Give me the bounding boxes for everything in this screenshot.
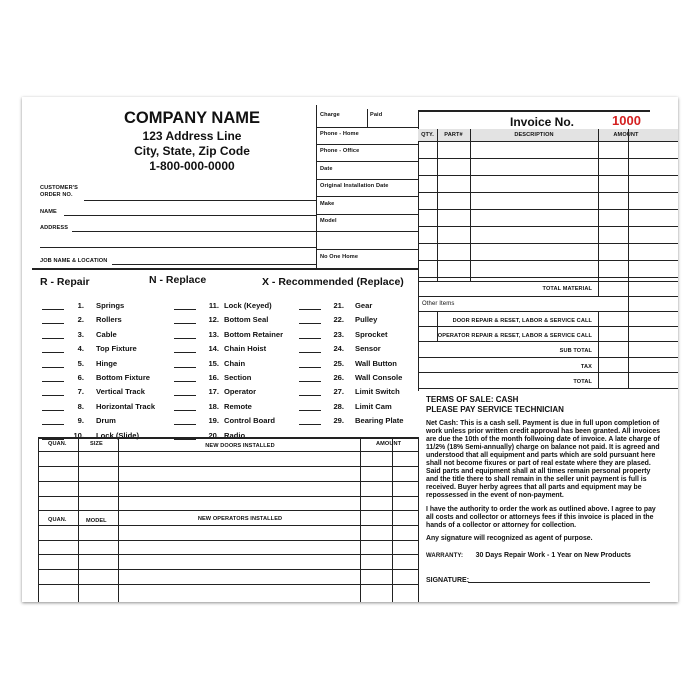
- part-number: 25.: [333, 358, 344, 368]
- orig-install-label: Original Installation Date: [320, 183, 389, 189]
- part-check-field[interactable]: [299, 395, 321, 396]
- part-check-field[interactable]: [42, 395, 64, 396]
- part-number: 14.: [208, 344, 219, 354]
- invoice-row-line: [418, 277, 678, 278]
- doors-top-border: [38, 437, 418, 439]
- operators-row-line: [38, 554, 418, 555]
- company-header: [92, 109, 292, 173]
- part-check-field[interactable]: [174, 381, 196, 382]
- col-qty: QTY.: [421, 132, 434, 138]
- part-check-field[interactable]: [42, 323, 64, 324]
- part-check-field[interactable]: [42, 338, 64, 339]
- part-label: Rollers: [96, 315, 122, 325]
- doors-col-line: [392, 437, 393, 510]
- part-label: Lock (Keyed): [224, 301, 272, 310]
- invoice-summary-line: [418, 296, 678, 297]
- invoice-col-line: [598, 311, 599, 388]
- part-check-field[interactable]: [174, 410, 196, 411]
- part-label: Horizontal Track: [96, 401, 156, 411]
- part-number: 23.: [333, 329, 344, 339]
- part-check-field[interactable]: [174, 395, 196, 396]
- part-label: Wall Button: [355, 358, 397, 368]
- operators-row-line: [38, 540, 418, 541]
- invoice-number: 1000: [612, 113, 641, 128]
- invoice-form: [22, 97, 678, 602]
- part-label: Limit Switch: [355, 387, 400, 397]
- operators-col-line: [38, 510, 39, 602]
- part-label: Top Fixture: [96, 344, 137, 354]
- name-label: NAME: [40, 209, 57, 215]
- part-check-field[interactable]: [299, 323, 321, 324]
- part-label: Radio: [224, 430, 246, 440]
- company-address: 123 Address Line: [142, 129, 242, 143]
- order-no-field[interactable]: [84, 200, 316, 201]
- part-number: 26.: [333, 373, 344, 382]
- part-check-field[interactable]: [42, 424, 64, 425]
- section-divider: [32, 268, 418, 270]
- part-number: 17.: [208, 387, 219, 397]
- info-line: [316, 249, 418, 250]
- part-check-field[interactable]: [174, 338, 196, 339]
- invoice-label: Invoice No.: [510, 115, 575, 129]
- part-label: Chain: [224, 358, 246, 368]
- operators-quan-header: QUAN.: [48, 517, 67, 523]
- part-number: 20.: [208, 430, 219, 440]
- invoice-row-line: [418, 175, 678, 176]
- phone-office-label: Phone - Office: [320, 148, 360, 154]
- part-check-field[interactable]: [299, 410, 321, 411]
- part-check-field[interactable]: [42, 381, 64, 382]
- invoice-summary-line: [418, 388, 678, 389]
- legend-recommended: X - Recommended (Replace): [262, 276, 404, 288]
- part-number: 22.: [333, 315, 344, 325]
- doors-title: NEW DOORS INSTALLED: [205, 443, 275, 449]
- part-label: Sprocket: [355, 329, 388, 339]
- invoice-row-line: [418, 226, 678, 227]
- info-line: [316, 179, 418, 180]
- invoice-header-bottom: [418, 141, 678, 142]
- invoice-row-line: [418, 192, 678, 193]
- part-check-field[interactable]: [299, 352, 321, 353]
- part-number: 13.: [208, 329, 219, 339]
- part-check-field[interactable]: [42, 410, 64, 411]
- invoice-row-line: [418, 158, 678, 159]
- part-check-field[interactable]: [174, 309, 196, 310]
- part-check-field[interactable]: [174, 352, 196, 353]
- address-field-2[interactable]: [40, 247, 316, 248]
- terms-signature-note: Any signature will recognized as agent of purpose.: [426, 535, 593, 542]
- invoice-summary-line: [418, 357, 678, 358]
- part-label: Control Board: [224, 416, 276, 426]
- operators-col-line: [78, 510, 79, 602]
- info-line: [316, 144, 418, 145]
- doors-size-header: SIZE: [90, 441, 103, 447]
- legend-repair: R - Repair: [40, 276, 90, 288]
- part-number: 6.: [77, 373, 84, 382]
- part-check-field[interactable]: [299, 381, 321, 382]
- part-label: Chain Hoist: [224, 344, 267, 354]
- warranty-label: WARRANTY:: [426, 553, 464, 559]
- part-check-field[interactable]: [299, 338, 321, 339]
- part-number: 15.: [208, 358, 219, 368]
- part-check-field[interactable]: [42, 309, 64, 310]
- invoice-left-border: [418, 110, 419, 391]
- tax-label: TAX: [580, 364, 592, 370]
- part-number: 16.: [208, 373, 219, 382]
- part-check-field[interactable]: [299, 424, 321, 425]
- part-number: 29.: [333, 416, 344, 426]
- charge-paid-divider: [367, 109, 368, 127]
- info-divider: [316, 105, 317, 269]
- col-amount: AMOUNT: [613, 132, 639, 138]
- invoice-col-line: [437, 129, 438, 281]
- part-label: Bottom Fixture: [96, 373, 150, 382]
- part-number: 10.: [73, 430, 84, 440]
- part-number: 21.: [333, 301, 344, 310]
- model-label: Model: [320, 218, 337, 224]
- address-label: ADDRESS: [40, 225, 69, 231]
- operators-col-line: [118, 510, 119, 602]
- doors-col-line: [38, 437, 39, 510]
- info-line: [316, 231, 418, 232]
- date-label: Date: [320, 166, 333, 172]
- part-number: 1.: [77, 301, 84, 310]
- doors-row-line: [38, 496, 418, 497]
- doors-amount-header: AMOUNT: [376, 441, 402, 447]
- part-label: Gear: [355, 301, 373, 310]
- part-number: 2.: [77, 315, 84, 325]
- job-location-field[interactable]: [112, 264, 316, 265]
- terms-section: [426, 395, 662, 562]
- part-number: 9.: [77, 416, 84, 426]
- part-label: Bottom Seal: [224, 315, 269, 325]
- address-field[interactable]: [72, 231, 316, 232]
- doors-col-line: [118, 437, 119, 510]
- operators-col-line: [360, 510, 361, 602]
- part-check-field[interactable]: [174, 323, 196, 324]
- legend-replace: N - Replace: [149, 274, 207, 286]
- invoice-row-line: [418, 209, 678, 210]
- company-city: City, State, Zip Code: [134, 144, 250, 158]
- part-number: 12.: [208, 315, 219, 325]
- no-one-home-label: No One Home: [320, 254, 359, 260]
- part-number: 27.: [333, 387, 344, 397]
- doors-row-line: [38, 481, 418, 482]
- signature-label: SIGNATURE:: [426, 577, 470, 584]
- part-number: 7.: [77, 387, 84, 397]
- door-repair-label: DOOR REPAIR & RESET, LABOR & SERVICE CALL: [452, 318, 592, 324]
- terms-authority: I have the authority to order the work as outlined above. I agree to pay all costs and collector or attorneys fees if this invoice is placed in the hands of a collector or attorney for collection.: [426, 506, 656, 529]
- part-check-field[interactable]: [174, 367, 196, 368]
- part-label: Sensor: [355, 344, 381, 354]
- part-number: 11.: [208, 301, 219, 310]
- part-label: Remote: [224, 401, 252, 411]
- doors-col-line: [360, 437, 361, 510]
- name-field[interactable]: [64, 215, 316, 216]
- operators-col-line: [392, 510, 393, 602]
- company-name: COMPANY NAME: [124, 109, 260, 127]
- invoice-summary-line: [418, 311, 678, 312]
- invoice-col-line: [628, 129, 629, 388]
- invoice-summary-line: [418, 281, 678, 282]
- company-phone: 1-800-000-0000: [149, 159, 235, 173]
- total-label: TOTAL: [573, 379, 592, 385]
- part-check-field[interactable]: [299, 367, 321, 368]
- operators-col-line: [418, 510, 419, 602]
- invoice-summary-line: [418, 326, 678, 327]
- signature-field[interactable]: [468, 582, 650, 583]
- sub-total-label: SUB TOTAL: [559, 348, 592, 354]
- col-part: PART#: [444, 132, 463, 138]
- part-label: Lock (Slide): [96, 430, 140, 440]
- doors-row-line: [38, 510, 418, 511]
- info-line: [316, 196, 418, 197]
- paid-label: Paid: [370, 112, 383, 118]
- part-label: Springs: [96, 301, 125, 310]
- part-check-field[interactable]: [299, 309, 321, 310]
- doors-quan-header: QUAN.: [48, 441, 67, 447]
- invoice-row-line: [418, 260, 678, 261]
- info-line: [316, 161, 418, 162]
- part-label: Wall Console: [355, 373, 403, 382]
- part-number: 8.: [77, 401, 84, 411]
- part-label: Operator: [224, 387, 257, 397]
- part-number: 18.: [208, 401, 219, 411]
- part-number: 19.: [208, 416, 219, 426]
- invoice-summary-line: [418, 341, 678, 342]
- invoice-col-line: [470, 129, 471, 281]
- operators-row-line: [38, 569, 418, 570]
- terms-net-cash: Net Cash: This is a cash sell. Payment is due in full upon completion of work unless prior written credit approval has been granted. All invoices are due the 10th of the month follwoing date of invoice. A late charge of 11/2% (18% Semi-annually) charge on balance not paid. It is agreed and understood that all equipment and parts which are sold pursuant here shall not become fixures or part of real estate where they are plased. Said parts and equipment shall at all times remain personal property and the title there to shall remain in the seller unit payment is full is received. Buyer herby agrees that all parts and equipment may be repossessed in the event of non-payment.: [426, 420, 661, 499]
- part-number: 4.: [77, 344, 84, 354]
- part-label: Pulley: [355, 315, 378, 325]
- charge-label: Charge: [320, 112, 340, 118]
- part-label: Drum: [96, 416, 116, 426]
- part-number: 28.: [333, 401, 344, 411]
- doors-col-line: [78, 437, 79, 510]
- part-label: Limit Cam: [355, 401, 392, 411]
- job-location-label: JOB NAME & LOCATION: [40, 258, 108, 264]
- part-label: Bearing Plate: [355, 416, 404, 426]
- terms-subtitle: PLEASE PAY SERVICE TECHNICIAN: [426, 405, 564, 414]
- invoice-summary-line: [418, 372, 678, 373]
- part-label: Hinge: [96, 358, 118, 368]
- col-description: DESCRIPTION: [514, 132, 554, 138]
- part-check-field[interactable]: [42, 352, 64, 353]
- info-line: [316, 127, 418, 128]
- part-number: 5.: [77, 358, 84, 368]
- doors-row-line: [38, 451, 418, 452]
- operator-repair-label: OPERATOR REPAIR & RESET, LABOR & SERVICE CALL: [437, 333, 592, 339]
- terms-title: TERMS OF SALE: CASH: [426, 395, 519, 404]
- doors-col-line: [418, 437, 419, 510]
- order-no-label: CUSTOMER'S ORDER NO.: [40, 185, 78, 198]
- warranty-text: 30 Days Repair Work - 1 Year on New Products: [475, 552, 631, 559]
- operators-row-line: [38, 584, 418, 585]
- part-number: 3.: [77, 329, 84, 339]
- doors-row-line: [38, 466, 418, 467]
- operators-model-header: MODEL: [86, 518, 107, 524]
- make-label: Make: [320, 201, 335, 207]
- part-label: Cable: [96, 329, 117, 339]
- part-number: 24.: [333, 344, 344, 354]
- part-label: Bottom Retainer: [224, 329, 284, 339]
- part-check-field[interactable]: [174, 424, 196, 425]
- operators-title: NEW OPERATORS INSTALLED: [197, 516, 283, 522]
- part-label: Vertical Track: [96, 387, 145, 397]
- part-check-field[interactable]: [42, 367, 64, 368]
- phone-home-label: Phone - Home: [320, 131, 359, 137]
- part-label: Section: [224, 373, 252, 382]
- invoice-row-line: [418, 243, 678, 244]
- total-material-label: TOTAL MATERIAL: [542, 286, 592, 292]
- invoice-col-line: [598, 129, 599, 297]
- info-line: [316, 214, 418, 215]
- warranty-row: [426, 544, 662, 562]
- operators-row-line: [38, 525, 418, 526]
- invoice-top-border: [418, 110, 650, 112]
- other-items-label: Other Items: [422, 301, 455, 307]
